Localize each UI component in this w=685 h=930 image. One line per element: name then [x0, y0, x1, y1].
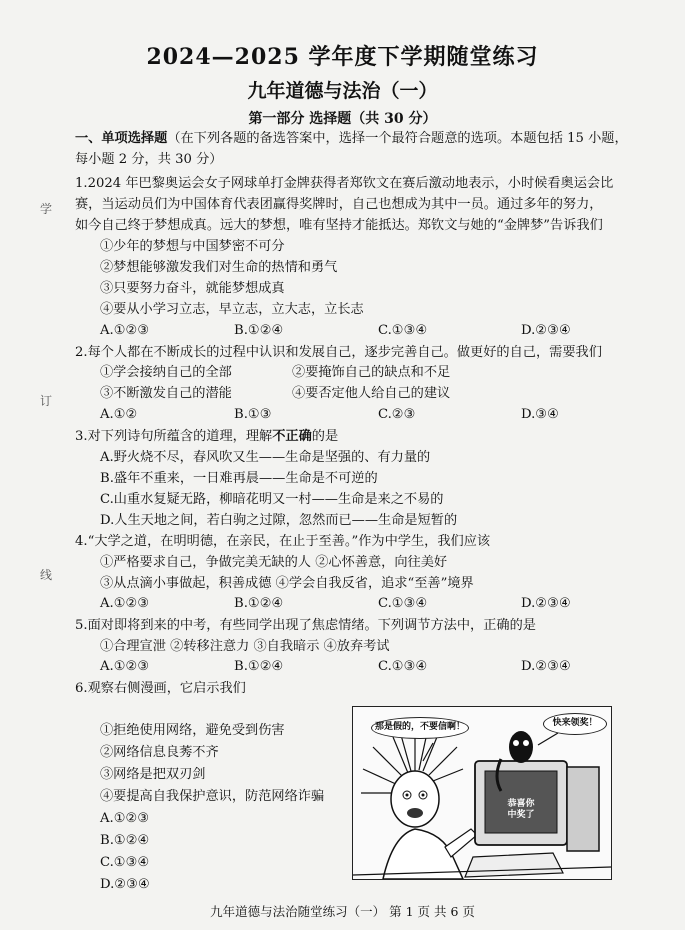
instructions-line-2: 每小题 2 分，共 30 分） [75, 152, 223, 167]
option-b[interactable]: B.①③ [234, 407, 272, 422]
question-3-stem [75, 426, 338, 447]
question-1-statement: ②梦想能够激发我们对生命的热情和勇气 [100, 260, 338, 275]
question-3-option-b[interactable]: B.盛年不重来，一日难再晨——生命是不可逆的 [100, 471, 378, 486]
question-3-emphasis: 不正确 [272, 429, 312, 444]
question-5-stem: 5.面对即将到来的中考，有些同学出现了焦虑情绪。下列调节方法中，正确的是 [75, 618, 536, 633]
question-1-statement: ④要从小学习立志，早立志，立大志，立长志 [100, 302, 364, 317]
option-c[interactable]: C.①③④ [378, 596, 428, 611]
question-6-option-b[interactable]: B.①②④ [100, 833, 150, 848]
question-2-statement: ④要否定他人给自己的建议 [292, 386, 451, 401]
question-6-option-c[interactable]: C.①③④ [100, 855, 150, 870]
question-6-statement: ④要提高自我保护意识，防范网络诈骗 [100, 789, 325, 804]
question-1-statement: ①少年的梦想与中国梦密不可分 [100, 239, 285, 254]
question-4-statements: ①严格要求自己，争做完美无缺的人 ②心怀善意，向往美好 [100, 555, 448, 570]
section-heading: 第一部分 选择题（共 30 分） [248, 111, 437, 127]
margin-mark: 线 [40, 568, 53, 582]
cartoon-illustration [352, 706, 612, 880]
option-c[interactable]: C.①③④ [378, 323, 428, 338]
option-d[interactable]: D.②③④ [521, 323, 571, 338]
question-2-statement: ③不断激发自己的潜能 [100, 386, 232, 401]
instructions-text: （在下列各题的备选答案中，选择一个最符合题意的选项。本题包括 15 小题， [167, 131, 628, 146]
instructions-heading: 一、单项选择题 [75, 131, 168, 146]
question-3-option-d[interactable]: D.人生天地之间，若白驹之过隙，忽然而已——生命是短暂的 [100, 513, 458, 528]
question-3-stem-text: 3.对下列诗句所蕴含的道理，理解 [75, 429, 273, 444]
question-3-option-c[interactable]: C.山重水复疑无路，柳暗花明又一村——生命是来之不易的 [100, 492, 444, 507]
margin-mark: 学 [40, 202, 53, 216]
option-c[interactable]: C.①③④ [378, 659, 428, 674]
question-3-stem-text: 的是 [311, 429, 339, 444]
question-1-stem-line: 1.2024 年巴黎奥运会女子网球单打金牌获得者郑钦文在赛后激动地表示，小时候看奥运会比 [75, 176, 614, 191]
cartoon-speech-bubble-left: 那是假的，不要信啊！ [371, 717, 469, 739]
option-b[interactable]: B.①②④ [234, 323, 284, 338]
question-6-statement: ②网络信息良莠不齐 [100, 745, 219, 760]
question-5-statements: ①合理宣泄 ②转移注意力 ③自我暗示 ④放弃考试 [100, 639, 390, 654]
question-6-statement: ①拒绝使用网络，避免受到伤害 [100, 723, 285, 738]
question-4-stem: 4.“大学之道，在明明德，在亲民，在止于至善。”作为中学生，我们应该 [75, 534, 491, 549]
cartoon-speech-bubble-right: 快来领奖！ [543, 713, 607, 735]
exam-subtitle: 九年道德与法治（一） [247, 80, 438, 102]
option-a[interactable]: A.①② [100, 407, 138, 422]
cartoon-screen-line: 中奖了 [507, 810, 535, 820]
option-a[interactable]: A.①②③ [100, 323, 150, 338]
option-d[interactable]: D.③④ [521, 407, 559, 422]
question-2-stem: 2.每个人都在不断成长的过程中认识和发展自己，逐步完善自己。做更好的自己，需要我们 [75, 345, 602, 360]
question-1-stem-line: 如今自己终于梦想成真。远大的梦想，唯有坚持才能抵达。郑钦文与她的“金牌梦”告诉我们 [75, 218, 603, 233]
question-6-statement: ③网络是把双刃剑 [100, 767, 206, 782]
question-6-stem: 6.观察右侧漫画，它启示我们 [75, 681, 246, 696]
question-3-option-a[interactable]: A.野火烧不尽，春风吹又生——生命是坚强的、有力量的 [100, 450, 431, 465]
question-6-option-d[interactable]: D.②③④ [100, 877, 150, 892]
option-c[interactable]: C.②③ [378, 407, 416, 422]
question-1-statement: ③只要努力奋斗，就能梦想成真 [100, 281, 285, 296]
question-6-option-a[interactable]: A.①②③ [100, 811, 150, 826]
option-b[interactable]: B.①②④ [234, 659, 284, 674]
option-a[interactable]: A.①②③ [100, 596, 150, 611]
exam-title: 2024—2025 学年度下学期随堂练习 [146, 44, 539, 70]
cartoon-screen-line: 恭喜你 [507, 799, 535, 809]
instructions-line-1 [75, 128, 628, 149]
question-2-statement: ①学会接纳自己的全部 [100, 365, 232, 380]
question-2-statement: ②要掩饰自己的缺点和不足 [292, 365, 451, 380]
option-d[interactable]: D.②③④ [521, 659, 571, 674]
option-b[interactable]: B.①②④ [234, 596, 284, 611]
option-d[interactable]: D.②③④ [521, 596, 571, 611]
cartoon-screen-text [493, 799, 549, 821]
option-a[interactable]: A.①②③ [100, 659, 150, 674]
page-footer: 九年道德与法治随堂练习（一） 第 1 页 共 6 页 [210, 904, 475, 919]
question-4-statements: ③从点滴小事做起，积善成德 ④学会自我反省，追求“至善”境界 [100, 576, 474, 591]
margin-mark: 订 [40, 394, 53, 408]
question-1-stem-line: 赛，当运动员们为中国体育代表团赢得奖牌时，自己也想成为其中一员。通过多年的努力， [75, 197, 603, 212]
